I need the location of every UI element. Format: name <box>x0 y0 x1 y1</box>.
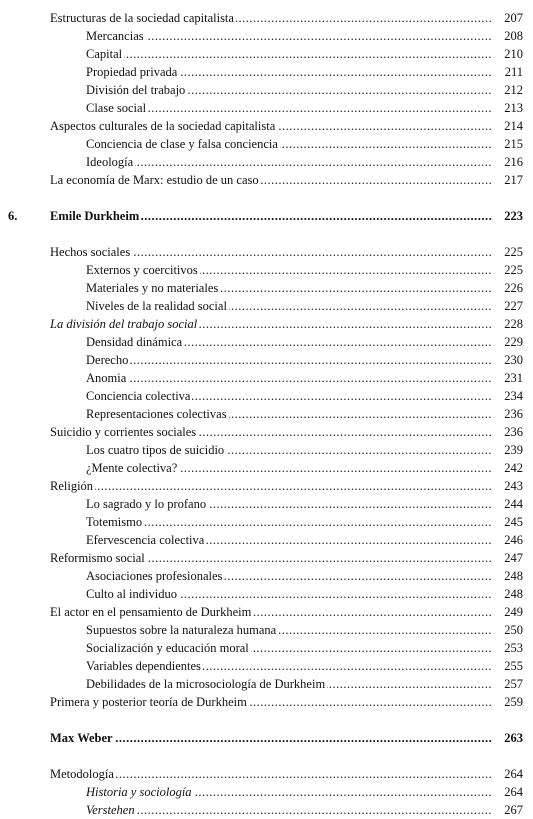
toc-page-number: 223 <box>504 209 523 223</box>
toc-section <box>0 693 533 711</box>
toc-page-number: 245 <box>504 515 523 529</box>
toc-page-number: 247 <box>504 551 523 565</box>
toc-page-number: 213 <box>504 101 523 115</box>
toc-title-text: Estructuras de la sociedad capitalista <box>50 11 234 25</box>
toc-page-number: 253 <box>504 641 523 655</box>
toc-section <box>0 171 533 189</box>
toc-subsection <box>0 783 533 801</box>
toc-title-text: Representaciones colectivas <box>86 407 227 421</box>
chapter-number: 6. <box>8 209 18 223</box>
toc-subsection <box>0 585 533 603</box>
toc-subsection <box>0 99 533 117</box>
toc-title-text: Suicidio y corrientes sociales <box>50 425 197 439</box>
toc-title <box>86 153 493 171</box>
toc-subsection <box>0 27 533 45</box>
toc-title <box>86 567 493 585</box>
toc-title <box>50 117 493 135</box>
toc-section <box>0 9 533 27</box>
toc-title <box>86 657 493 675</box>
toc-title <box>86 369 493 387</box>
toc-subsection <box>0 801 533 819</box>
toc-title <box>86 63 493 81</box>
toc-title <box>86 675 493 693</box>
toc-subsection <box>0 657 533 675</box>
toc-title-text: Materiales y no materiales <box>86 281 219 295</box>
toc-section <box>0 477 533 495</box>
toc-title-text: Conciencia de clase y falsa conciencia <box>86 137 278 151</box>
toc-title <box>86 801 493 819</box>
toc-title-text: División del trabajo <box>86 83 186 97</box>
toc-title <box>86 45 493 63</box>
toc-title <box>86 81 493 99</box>
toc-title-text: Emile Durkheim <box>50 209 140 223</box>
toc-page-number: 228 <box>504 317 523 331</box>
toc-title <box>86 333 493 351</box>
toc-title-text: Ideología <box>86 155 134 169</box>
toc-title <box>50 477 493 495</box>
toc-page-number: 236 <box>504 407 523 421</box>
toc-title-text: Externos y coercitivos <box>86 263 198 277</box>
toc-title <box>50 693 493 711</box>
toc-page-number: 259 <box>504 695 523 709</box>
toc-title-text: Propiedad privada <box>86 65 178 79</box>
toc-title <box>86 351 493 369</box>
toc-page-number: 248 <box>504 569 523 583</box>
toc-subsection <box>0 261 533 279</box>
toc-subsection <box>0 135 533 153</box>
toc-subsection <box>0 45 533 63</box>
toc-chapter <box>0 729 533 747</box>
toc-page-number: 242 <box>504 461 523 475</box>
toc-section <box>0 765 533 783</box>
toc-title <box>86 513 493 531</box>
toc-title-text: Reformismo social <box>50 551 145 565</box>
toc-title <box>50 315 493 333</box>
toc-title-text: Capital <box>86 47 123 61</box>
toc-subsection <box>0 531 533 549</box>
toc-title <box>86 261 493 279</box>
toc-subsection <box>0 567 533 585</box>
toc-page-number: 227 <box>504 299 523 313</box>
toc-section <box>0 315 533 333</box>
toc-title-text: Mercancias <box>86 29 144 43</box>
toc-title <box>50 729 493 747</box>
toc-title-text: Metodología <box>50 767 114 781</box>
toc-section <box>0 603 533 621</box>
toc-title <box>86 441 493 459</box>
toc-page-number: 234 <box>504 389 523 403</box>
toc-title <box>50 765 493 783</box>
toc-title-text: Variables dependientes <box>86 659 201 673</box>
toc-title <box>50 9 493 27</box>
toc-title-text: Socialización y educación moral <box>86 641 249 655</box>
toc-page-number: 249 <box>504 605 523 619</box>
toc-page-number: 230 <box>504 353 523 367</box>
toc-page-number: 244 <box>504 497 523 511</box>
toc-page-number: 215 <box>504 137 523 151</box>
toc-title <box>50 549 493 567</box>
toc-section <box>0 549 533 567</box>
toc-title-text: ¿Mente colectiva? <box>86 461 178 475</box>
toc-title-text: Verstehen <box>86 803 135 817</box>
toc-section <box>0 423 533 441</box>
toc-page-number: 239 <box>504 443 523 457</box>
toc-subsection <box>0 441 533 459</box>
toc-title <box>50 243 493 261</box>
toc-title-text: Niveles de la realidad social <box>86 299 227 313</box>
toc-title <box>50 603 493 621</box>
toc-page-number: 212 <box>504 83 523 97</box>
toc-title <box>86 135 493 153</box>
toc-page-number: 248 <box>504 587 523 601</box>
toc-title-text: Efervescencia colectiva <box>86 533 205 547</box>
toc-title <box>86 621 493 639</box>
toc-subsection <box>0 675 533 693</box>
toc-page-number: 267 <box>504 803 523 817</box>
toc-page-number: 229 <box>504 335 523 349</box>
toc-title <box>50 423 493 441</box>
toc-title-text: El actor en el pensamiento de Durkheim <box>50 605 252 619</box>
toc-page-number: 255 <box>504 659 523 673</box>
toc-title <box>86 585 493 603</box>
toc-page-number: 214 <box>504 119 523 133</box>
toc-chapter <box>0 207 533 225</box>
toc-title <box>86 531 493 549</box>
toc-title-text: Culto al individuo <box>86 587 177 601</box>
toc-page-number: 257 <box>504 677 523 691</box>
toc-page-number: 207 <box>504 11 523 25</box>
toc-title-text: Aspectos culturales de la sociedad capitalista <box>50 119 276 133</box>
toc-page-number: 211 <box>504 65 523 79</box>
toc-page-number: 216 <box>504 155 523 169</box>
toc-subsection <box>0 297 533 315</box>
toc-title-text: Densidad dinámica <box>86 335 183 349</box>
toc-subsection <box>0 333 533 351</box>
toc-page-number: 217 <box>504 173 523 187</box>
toc-title-text: Clase social <box>86 101 147 115</box>
toc-title-text: Historia y sociología <box>86 785 192 799</box>
toc-subsection <box>0 63 533 81</box>
toc-page-number: 264 <box>504 785 523 799</box>
toc-page-number: 263 <box>504 731 523 745</box>
toc-title-text: Primera y posterior teoría de Durkheim <box>50 695 247 709</box>
toc-page-number: 225 <box>504 245 523 259</box>
toc-title-text: La economía de Marx: estudio de un caso <box>50 173 259 187</box>
toc-title-text: Totemismo <box>86 515 143 529</box>
toc-page-number: 246 <box>504 533 523 547</box>
toc-subsection <box>0 459 533 477</box>
toc-subsection <box>0 639 533 657</box>
toc-page-number: 231 <box>504 371 523 385</box>
toc-title <box>86 405 493 423</box>
toc-title <box>50 207 493 225</box>
toc-subsection <box>0 81 533 99</box>
toc-title <box>86 279 493 297</box>
toc-title-text: Max Weber <box>50 731 113 745</box>
toc-page-number: 226 <box>504 281 523 295</box>
toc-title-text: Lo sagrado y lo profano <box>86 497 207 511</box>
toc-title-text: Supuestos sobre la naturaleza humana <box>86 623 277 637</box>
toc-subsection <box>0 387 533 405</box>
toc-title-text: Religión <box>50 479 94 493</box>
toc-section <box>0 117 533 135</box>
toc-title <box>50 171 493 189</box>
toc-page-number: 208 <box>504 29 523 43</box>
toc-subsection <box>0 153 533 171</box>
toc-subsection <box>0 621 533 639</box>
toc-page-number: 210 <box>504 47 523 61</box>
toc-title-text: Debilidades de la microsociología de Durkheim <box>86 677 326 691</box>
toc-title-text: Asociaciones profesionales <box>86 569 223 583</box>
toc-title-text: La división del trabajo social <box>50 317 198 331</box>
toc-title <box>86 297 493 315</box>
toc-title-text: Derecho <box>86 353 129 367</box>
toc-subsection <box>0 405 533 423</box>
toc-subsection <box>0 369 533 387</box>
toc-title <box>86 387 493 405</box>
toc-title <box>86 99 493 117</box>
toc-page-number: 250 <box>504 623 523 637</box>
toc-title-text: Anomia <box>86 371 127 385</box>
toc-section <box>0 243 533 261</box>
toc-subsection <box>0 495 533 513</box>
toc-title <box>86 27 493 45</box>
toc-subsection <box>0 351 533 369</box>
toc-subsection <box>0 279 533 297</box>
toc-subsection <box>0 513 533 531</box>
toc-page-number: 264 <box>504 767 523 781</box>
toc-page-number: 243 <box>504 479 523 493</box>
toc-page-number: 236 <box>504 425 523 439</box>
toc-page-number: 225 <box>504 263 523 277</box>
toc-title <box>86 495 493 513</box>
toc-title <box>86 783 493 801</box>
toc-title <box>86 639 493 657</box>
toc-title-text: Hechos sociales <box>50 245 131 259</box>
toc-title-text: Conciencia colectiva <box>86 389 191 403</box>
toc-title-text: Los cuatro tipos de suicidio <box>86 443 225 457</box>
toc-title <box>86 459 493 477</box>
